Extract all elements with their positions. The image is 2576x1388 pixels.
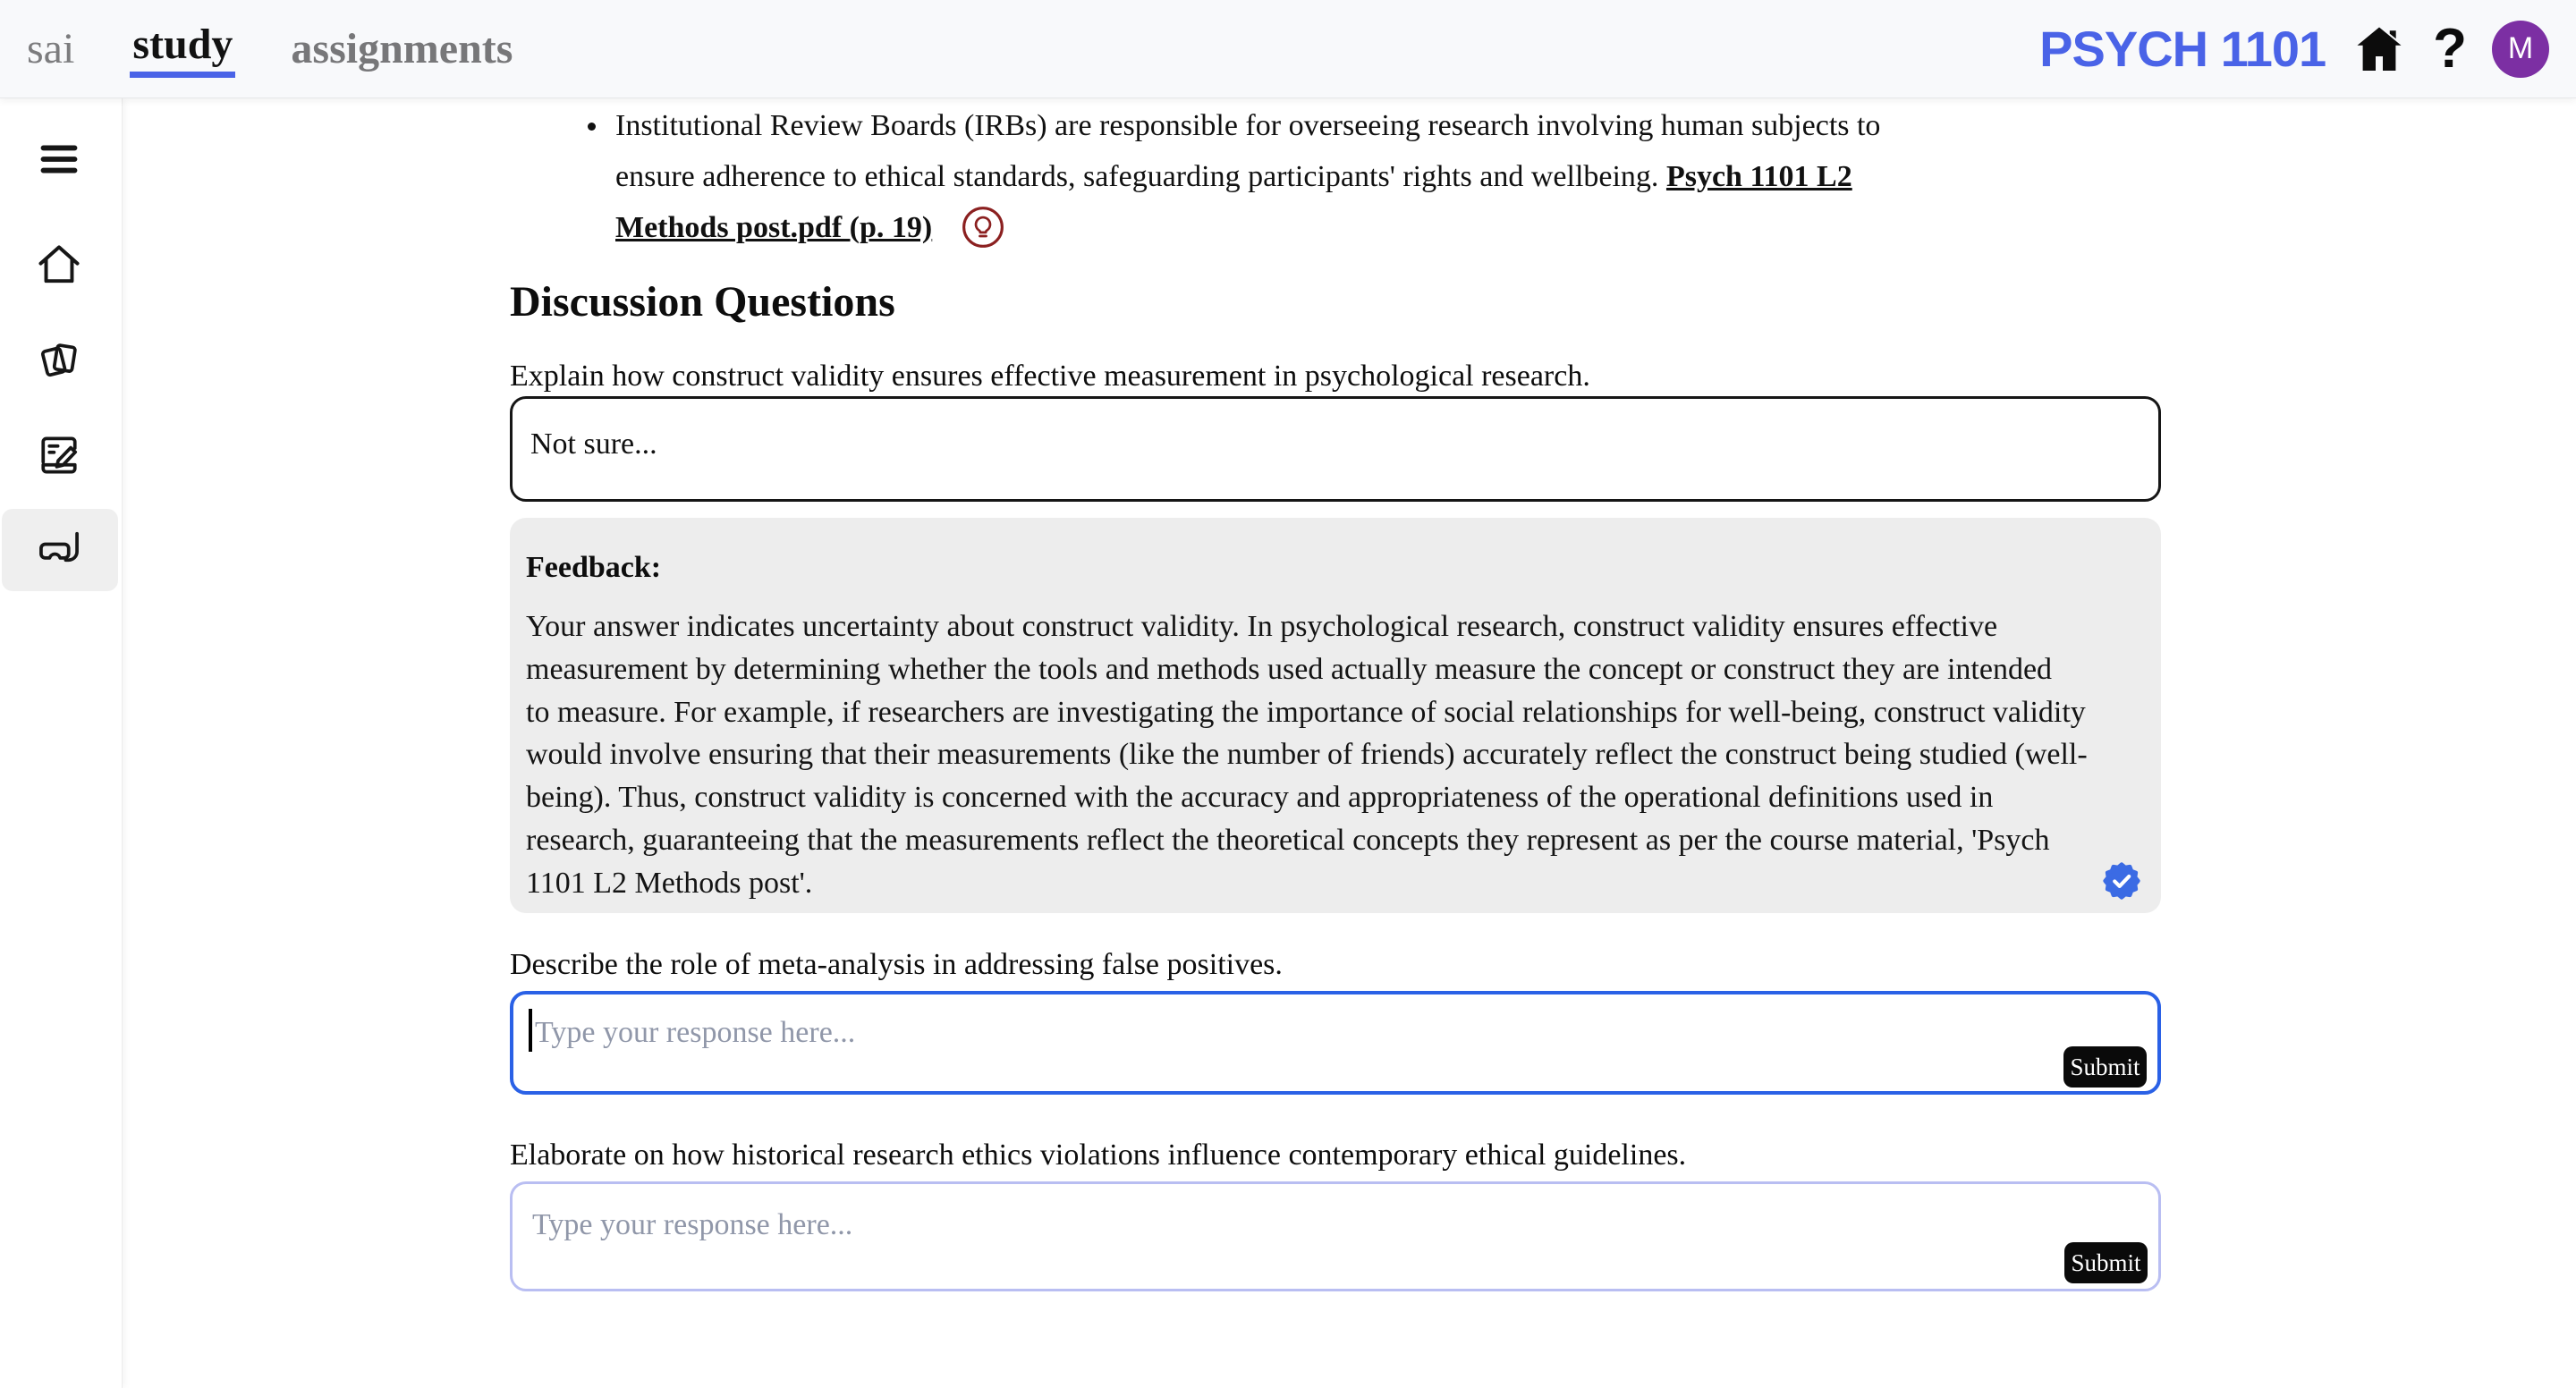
- key-point-text: ensure adherence to ethical standards, safeguarding participants' rights and wellbeing.: [615, 160, 1666, 193]
- menu-icon[interactable]: [34, 134, 84, 184]
- sidebar-home-icon[interactable]: [34, 240, 84, 290]
- question-prompt-1: Explain how construct validity ensures effective measurement in psychological research.: [510, 360, 1590, 393]
- avatar-initial: M: [2507, 31, 2534, 65]
- question-prompt-2: Describe the role of meta-analysis in addressing false positives.: [510, 948, 1283, 981]
- page-title: Discussion Questions: [510, 278, 895, 326]
- response-input-3[interactable]: [510, 1181, 2161, 1291]
- tab-study[interactable]: study: [130, 20, 235, 78]
- avatar[interactable]: [2492, 21, 2549, 78]
- sidebar: [0, 98, 123, 1388]
- response-placeholder: Type your response here...: [532, 1208, 853, 1241]
- bullet-dot: [588, 123, 596, 131]
- source-link[interactable]: Psych 1101 L2: [1665, 160, 1852, 193]
- source-link[interactable]: Methods post.pdf (p. 19): [615, 211, 933, 244]
- feedback-text: Your answer indicates uncertainty about construct validity. In psychological research, construct validity ensures effective measurement by determining whether the tools and methods used actually measure the concept or construct they are intended to measure. For example, if researchers are investigating the importance of social relationships for well-being, construct validity would involve ensuring that their measurements (like the number of friends) accurately reflect the construct being studied (well- being). Thus, construct validity is concerned with the accuracy and appropriateness of the operational definitions used in research, guaranteeing that the measurements reflect the theoretical concepts they represent as per the course material, 'Psych 1101 L2 Methods post'.: [526, 610, 2088, 900]
- response-placeholder: Type your response here...: [535, 1016, 856, 1049]
- topbar-right: [2039, 17, 2549, 80]
- feedback-title: Feedback:: [526, 551, 662, 584]
- topbar: [0, 0, 2576, 98]
- flashcards-icon[interactable]: [34, 334, 84, 385]
- feedback-panel: [510, 518, 2161, 913]
- submit-button[interactable]: Submit: [2063, 1046, 2147, 1088]
- text-caret: [529, 1009, 532, 1052]
- top-navigation: [27, 20, 513, 78]
- course-title: PSYCH 1101: [2039, 21, 2326, 77]
- key-point-text: Institutional Review Boards (IRBs) are responsible for overseeing research involving human subjects to: [615, 109, 1881, 142]
- key-point-item: [510, 100, 2030, 253]
- tab-sai[interactable]: sai: [27, 25, 75, 72]
- question-prompt-3: Elaborate on how historical research ethics violations influence contemporary ethical guidelines.: [510, 1138, 1687, 1172]
- response-text: Not sure...: [530, 427, 657, 461]
- lightbulb-icon[interactable]: [961, 205, 1005, 250]
- home-icon[interactable]: [2351, 21, 2408, 78]
- response-input-1[interactable]: [510, 396, 2161, 502]
- verified-badge-icon: [2102, 861, 2141, 901]
- tab-assignments[interactable]: assignments: [291, 25, 513, 72]
- response-input-2[interactable]: [510, 991, 2161, 1095]
- study-content: [510, 98, 2161, 1388]
- submit-button[interactable]: Submit: [2064, 1242, 2148, 1283]
- notes-edit-icon[interactable]: [34, 430, 84, 480]
- study-mask-icon[interactable]: [34, 525, 84, 575]
- help-icon[interactable]: ?: [2433, 17, 2467, 80]
